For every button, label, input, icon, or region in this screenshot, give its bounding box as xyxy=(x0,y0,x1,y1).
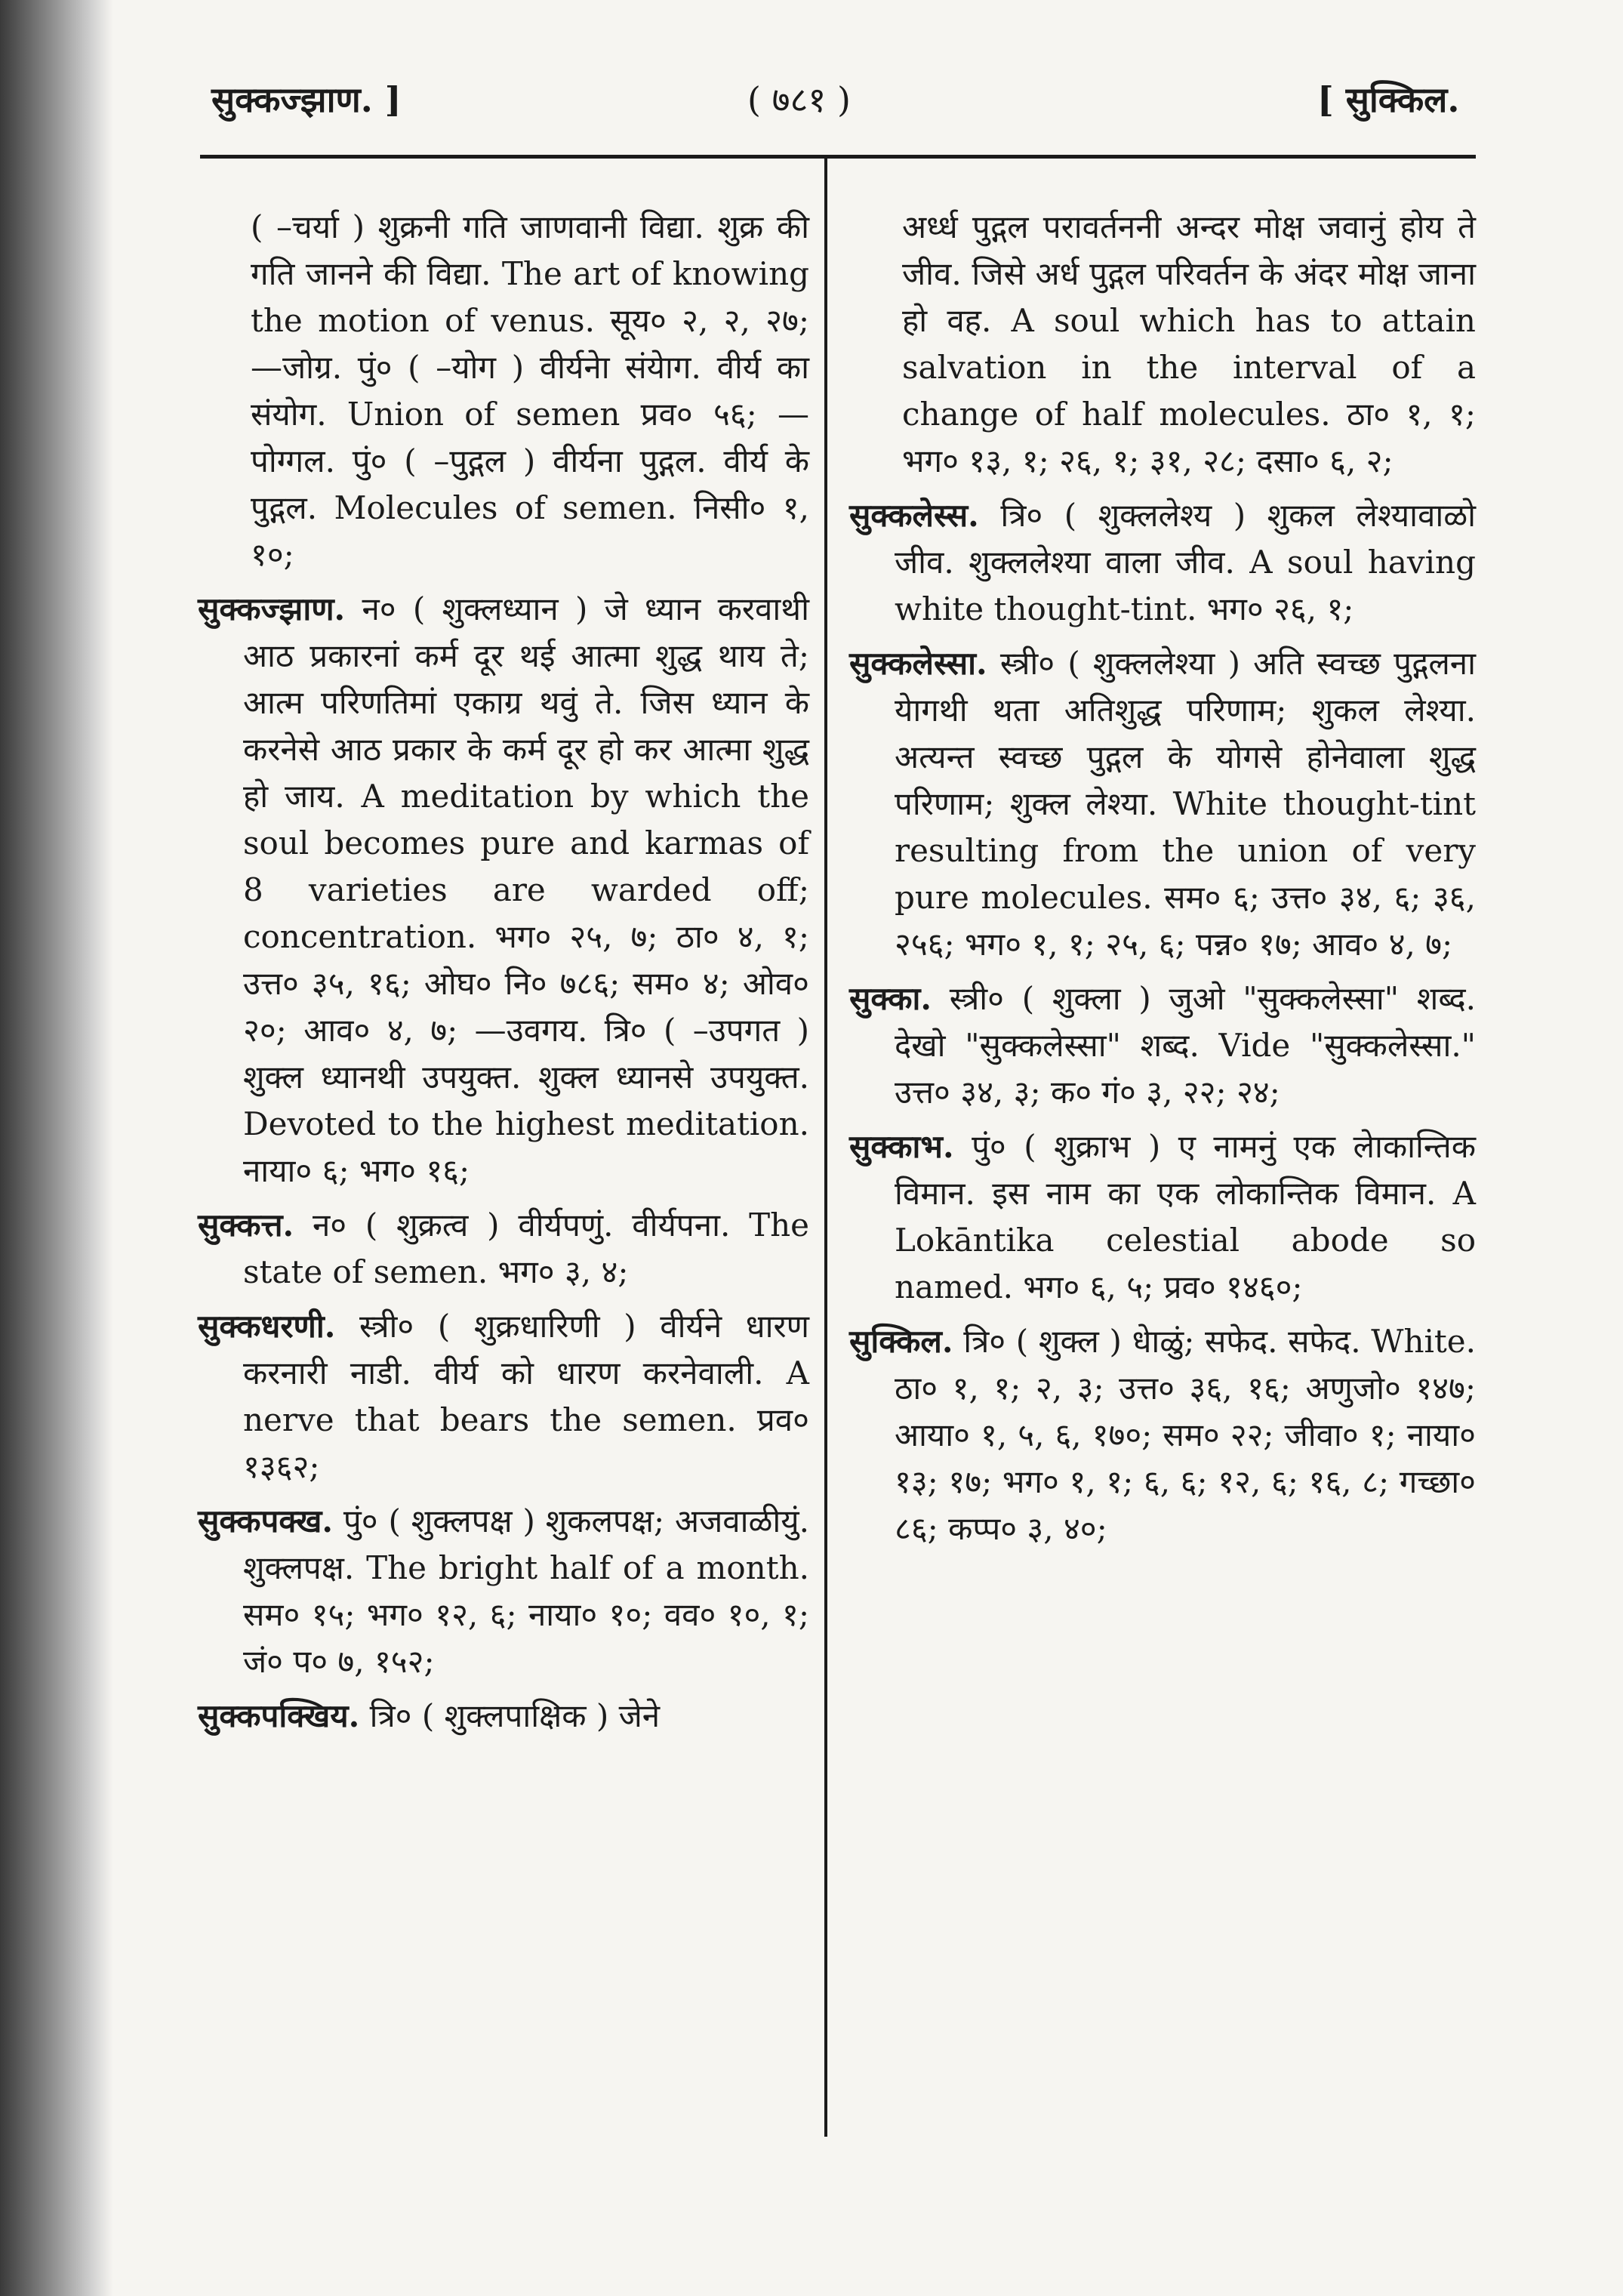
entry-headword: सुक्कलेस्स. xyxy=(849,497,979,534)
left-column xyxy=(198,204,809,1747)
dictionary-entry xyxy=(198,1498,809,1685)
dictionary-entry xyxy=(198,1693,809,1740)
dictionary-entry xyxy=(849,204,1476,485)
entry-text: पुं० ( शुक्लपक्ष ) शुकलपक्ष; अजवाळीयुं. शुक्लपक्ष. The bright half of a month. सम० १५; भग० १२, ६; नाया० १०; वव० १०, १; जं० प० ७, १५२; xyxy=(243,1502,809,1680)
right-column xyxy=(849,204,1476,1560)
entry-text: स्त्री० ( शुक्ला ) जुओ "सुक्कलेस्सा" शब्द. देखो "सुक्कलेस्सा" शब्द. Vide "सुक्कलेस्सा." उत्त० ३४, ३; क० गं० ३, २२; २४; xyxy=(895,980,1476,1111)
dictionary-entry xyxy=(849,975,1476,1116)
entry-headword: सुक्कज्झाण. xyxy=(198,590,346,627)
entry-headword: सुक्कलेस्सा. xyxy=(849,645,987,682)
dictionary-entry xyxy=(849,1123,1476,1311)
entry-text: ( –चर्या ) शुक्रनी गति जाणवानी विद्या. शुक्र की गति जानने की विद्या. The art of knowing the motion of venus. सूय० २, २, २७; —जोग्र. पुं० ( –योग ) वीर्यनेा संयेाग. वीर्य का संयोग. Union of semen प्रव० ५६; —पोग्गल. पुं० ( –पुद्गल ) वीर्यना पुद्गल. वीर्य के पुद्गल. Molecules of semen. निसी० १, १०; xyxy=(251,208,809,573)
entry-headword: सुक्कपक्खिय. xyxy=(198,1697,360,1734)
entry-headword: सुक्कपक्ख. xyxy=(198,1502,334,1539)
header-left-guideword: सुक्कज्झाण. ] xyxy=(211,79,402,120)
header-right-guideword: [ सुक्किल. xyxy=(1317,79,1460,120)
entry-text: स्त्री० ( शुक्रधारिणी ) वीर्यने धारण करनारी नाडी. वीर्य को धारण करनेवाली. A nerve that bears the semen. प्रव० १३६२; xyxy=(243,1308,809,1485)
dictionary-entry xyxy=(198,204,809,578)
entry-text: न० ( शुक्लध्यान ) जे ध्यान करवाथी आठ प्रकारनां कर्म दूर थई आत्मा शुद्ध थाय ते; आत्म परिणतिमां एकाग्र थवुं ते. जिस ध्यान के करनेसे आठ प्रकार के कर्म दूर हो कर आत्मा शुद्ध हो जाय. A meditation by which the soul becomes pure and karmas of 8 varieties are warded off; concentration. भग० २५, ७; ठा० ४, १; उत्त० ३५, १६; ओघ० नि० ७८६; सम० ४; ओव० २०; आव० ४, ७; —उवगय. त्रि० ( –उपगत ) शुक्ल ध्यानथी उपयुक्त. शुक्ल ध्यानसे उपयुक्त. Devoted to the highest meditation. नाया० ६; भग० १६; xyxy=(243,590,809,1189)
dictionary-entry xyxy=(849,1318,1476,1552)
entry-text: त्रि० ( शुक्ल ) धेाळुं; सफेद. सफेद. White. ठा० १, १; २, ३; उत्त० ३६, १६; अणुजो० १४७; आया० १, ५, ६, १७०; सम० २२; जीवा० १; नाया० १३; १७; भग० १, १; ६, ६; १२, ६; १६, ८; गच्छा० ८६; कप्प० ३, ४०; xyxy=(895,1323,1477,1547)
column-divider xyxy=(824,159,827,2137)
dictionary-entry xyxy=(849,640,1476,968)
entry-headword: सुक्कधरणी. xyxy=(198,1308,336,1345)
entry-text: अर्ध्ध पुद्गल परावर्तननी अन्दर मोक्ष जवानुं होय ते जीव. जिसे अर्ध पुद्गल परिवर्तन के अंदर मोक्ष जाना हो वह. A soul which has to attain salvation in the interval of a change of half molecules. ठा० १, १; भग० १३, १; २६, १; ३१, २८; दसा० ६, २; xyxy=(902,208,1476,479)
dictionary-entry xyxy=(198,1202,809,1296)
header-rule xyxy=(200,155,1476,159)
page-binding-shadow xyxy=(0,0,113,2296)
entry-headword: सुक्का. xyxy=(849,980,932,1017)
entry-text: त्रि० ( शुक्ललेश्य ) शुकल लेश्यावाळो जीव. शुक्ललेश्या वाला जीव. A soul having white thought-tint. भग० २६, १; xyxy=(895,497,1476,627)
page-number: ( ७८१ ) xyxy=(747,79,851,120)
dictionary-entry xyxy=(198,586,809,1194)
entry-headword: सुक्काभ. xyxy=(849,1128,954,1165)
entry-text: पुं० ( शुक्राभ ) ए नामनुं एक लेाकान्तिक विमान. इस नाम का एक लोकान्तिक विमान. A Lokāntika celestial abode so named. भग० ६, ५; प्रव० १४६०; xyxy=(895,1128,1476,1305)
entry-headword: सुक्किल. xyxy=(849,1323,953,1360)
dictionary-entry xyxy=(849,492,1476,633)
entry-text: न० ( शुक्रत्व ) वीर्यपणुं. वीर्यपना. The state of semen. भग० ३, ४; xyxy=(243,1207,809,1290)
entry-text: स्त्री० ( शुक्ललेश्या ) अति स्वच्छ पुद्गलना येागथी थता अतिशुद्ध परिणाम; शुकल लेश्या. अत्यन्त स्वच्छ पुद्गल के योगसे होनेवाला शुद्ध परिणाम; शुक्ल लेश्या. White thought-tint resulting from the union of very pure molecules. सम० ६; उत्त० ३४, ६; ३६, २५६; भग० १, १; २५, ६; पन्न० १७; आव० ४, ७; xyxy=(895,645,1476,963)
entry-text: त्रि० ( शुक्लपाक्षिक ) जेने xyxy=(369,1697,661,1734)
entry-headword: सुक्कत्त. xyxy=(198,1207,294,1244)
dictionary-entry xyxy=(198,1303,809,1490)
